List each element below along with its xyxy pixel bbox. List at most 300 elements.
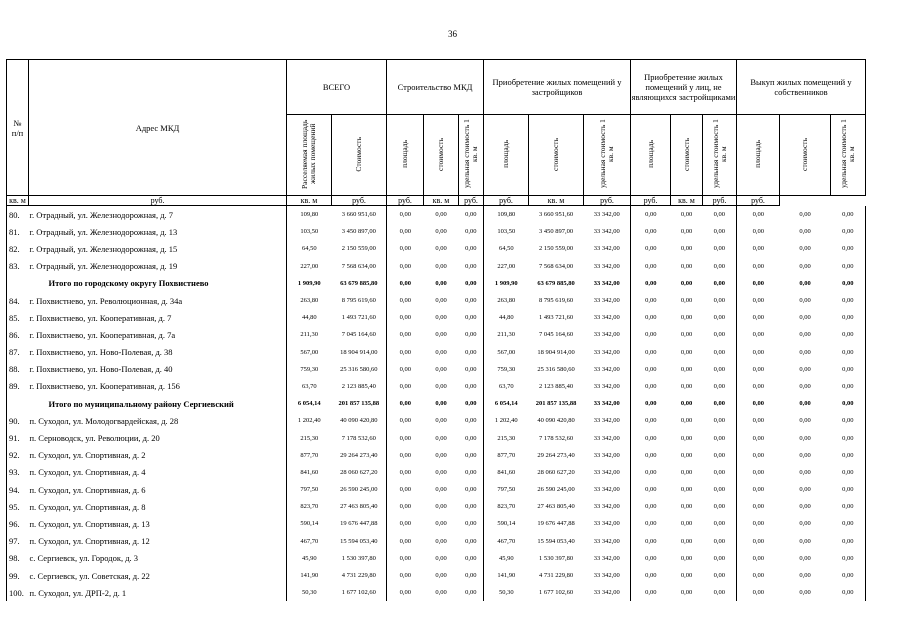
value-cell: 1 493 721,60 xyxy=(332,309,387,326)
value-cell: 50,30 xyxy=(301,589,317,597)
value-cell: 0,00 xyxy=(752,572,764,580)
value-cell: 7 568 634,00 xyxy=(538,262,574,270)
address-cell: п. Суходол, ул. ДРП-2, д. 1 xyxy=(29,584,287,601)
value-cell: 0,00 xyxy=(459,533,484,550)
value-cell: 0,00 xyxy=(459,309,484,326)
value-cell: 0,00 xyxy=(645,451,657,459)
value-cell: 2 150 559,00 xyxy=(538,245,574,253)
value-cell: 0,00 xyxy=(459,326,484,343)
subheader-cell: удельная стоимость 1 кв. м xyxy=(459,115,484,196)
unit-cell: кв. м xyxy=(529,196,584,206)
address-cell: Итого по городскому округу Похвистнево xyxy=(29,275,287,292)
value-cell: 0,00 xyxy=(831,584,866,601)
value-cell: 33 342,00 xyxy=(584,378,631,395)
value-cell: 7 178 532,60 xyxy=(538,434,574,442)
row-number: 83. xyxy=(7,258,29,275)
num-header: № п/п xyxy=(7,60,29,196)
value-cell: 841,60 xyxy=(497,468,516,476)
value-cell: 211,30 xyxy=(497,331,516,339)
table-row xyxy=(7,412,866,429)
value-cell: 0,00 xyxy=(399,486,411,494)
value-cell: 26 590 245,00 xyxy=(537,486,575,494)
value-cell: 33 342,00 xyxy=(584,515,631,532)
value-cell: 0,00 xyxy=(752,468,764,476)
value-cell: 0,00 xyxy=(435,314,447,322)
value-cell: 263,80 xyxy=(300,297,319,305)
value-cell: 0,00 xyxy=(831,447,866,464)
value-cell: 0,00 xyxy=(703,567,737,584)
value-cell: 201 857 135,88 xyxy=(332,395,387,412)
value-cell: 0,00 xyxy=(645,572,657,580)
value-cell: 109,80 xyxy=(300,211,319,219)
value-cell: 109,80 xyxy=(497,211,516,219)
value-cell: 0,00 xyxy=(831,206,866,224)
value-cell: 0,00 xyxy=(752,382,764,390)
unit-cell: руб. xyxy=(332,196,387,206)
unit-cell: руб. xyxy=(484,196,529,206)
value-cell: 33 342,00 xyxy=(584,447,631,464)
subheader-cell: удельная стоимость 1 кв. м xyxy=(703,115,737,196)
value-cell: 227,00 xyxy=(497,262,516,270)
value-cell: 0,00 xyxy=(799,331,811,339)
value-cell: 0,00 xyxy=(831,533,866,550)
value-cell: 0,00 xyxy=(680,589,693,597)
value-cell: 0,00 xyxy=(680,279,693,287)
value-cell: 0,00 xyxy=(799,572,811,580)
value-cell: 759,30 xyxy=(497,365,516,373)
value-cell: 841,60 xyxy=(300,468,319,476)
value-cell: 0,00 xyxy=(399,382,411,390)
value-cell: 103,50 xyxy=(497,228,516,236)
value-cell: 0,00 xyxy=(752,279,764,287)
value-cell: 25 316 580,60 xyxy=(537,365,575,373)
value-cell: 0,00 xyxy=(680,348,693,356)
value-cell: 0,00 xyxy=(399,451,411,459)
value-cell: 215,30 xyxy=(300,434,319,442)
value-cell: 0,00 xyxy=(831,464,866,481)
value-cell: 0,00 xyxy=(831,481,866,498)
unit-cell: руб. xyxy=(29,196,287,206)
value-cell: 0,00 xyxy=(680,503,693,511)
value-cell: 0,00 xyxy=(752,297,764,305)
value-cell: 0,00 xyxy=(703,206,737,224)
value-cell: 0,00 xyxy=(752,486,764,494)
value-cell: 0,00 xyxy=(703,240,737,257)
value-cell: 0,00 xyxy=(459,223,484,240)
value-cell: 0,00 xyxy=(459,550,484,567)
value-cell: 0,00 xyxy=(831,378,866,395)
value-cell: 0,00 xyxy=(645,314,657,322)
value-cell: 0,00 xyxy=(703,361,737,378)
value-cell: 4 731 229,80 xyxy=(332,567,387,584)
value-cell: 0,00 xyxy=(645,503,657,511)
value-cell: 227,00 xyxy=(300,262,319,270)
table-row xyxy=(7,481,866,498)
row-number: 95. xyxy=(7,498,29,515)
value-cell: 211,30 xyxy=(300,331,319,339)
row-number: 87. xyxy=(7,344,29,361)
value-cell: 0,00 xyxy=(459,515,484,532)
value-cell: 6 054,14 xyxy=(297,400,321,408)
row-number: 84. xyxy=(7,292,29,309)
value-cell: 0,00 xyxy=(399,245,411,253)
value-cell: 0,00 xyxy=(680,572,693,580)
value-cell: 263,80 xyxy=(497,297,516,305)
value-cell: 0,00 xyxy=(831,240,866,257)
address-cell: с. Сергиевск, ул. Городок, д. 3 xyxy=(29,550,287,567)
value-cell: 27 463 805,40 xyxy=(332,498,387,515)
value-cell: 0,00 xyxy=(799,228,811,236)
value-cell: 0,00 xyxy=(399,279,411,287)
address-cell: г. Похвистнево, ул. Ново-Полевая, д. 38 xyxy=(29,344,287,361)
value-cell: 25 316 580,60 xyxy=(332,361,387,378)
group-header-buyout: Выкуп жилых помещений у собственников xyxy=(737,60,866,115)
value-cell: 0,00 xyxy=(435,382,447,390)
value-cell: 33 342,00 xyxy=(584,464,631,481)
value-cell: 0,00 xyxy=(435,572,447,580)
value-cell: 0,00 xyxy=(752,434,764,442)
value-cell: 45,90 xyxy=(301,554,317,562)
row-number: 89. xyxy=(7,378,29,395)
value-cell: 18 904 914,00 xyxy=(332,344,387,361)
value-cell: 63,70 xyxy=(498,382,514,390)
value-cell: 0,00 xyxy=(645,486,657,494)
value-cell: 33 342,00 xyxy=(584,584,631,601)
address-cell: п. Суходол, ул. Спортивная, д. 12 xyxy=(29,533,287,550)
subheader-cell: удельная стоимость 1 кв. м xyxy=(831,115,866,196)
value-cell: 33 342,00 xyxy=(584,533,631,550)
value-cell: 0,00 xyxy=(752,365,764,373)
value-cell: 33 342,00 xyxy=(584,567,631,584)
value-cell: 0,00 xyxy=(399,537,411,545)
address-cell: п. Суходол, ул. Спортивная, д. 8 xyxy=(29,498,287,515)
value-cell: 7 178 532,60 xyxy=(332,429,387,446)
address-cell: п. Суходол, ул. Спортивная, д. 13 xyxy=(29,515,287,532)
value-cell: 29 264 273,40 xyxy=(537,451,575,459)
value-cell: 0,00 xyxy=(752,331,764,339)
value-cell: 0,00 xyxy=(703,378,737,395)
unit-cell: кв. м xyxy=(424,196,459,206)
value-cell: 15 594 053,40 xyxy=(332,533,387,550)
value-cell: 33 342,00 xyxy=(584,206,631,224)
value-cell: 0,00 xyxy=(799,589,811,597)
value-cell: 3 660 951,60 xyxy=(538,211,574,219)
subheader-cell: Расселяемая площадь жилых помещений xyxy=(287,115,332,196)
value-cell: 141,90 xyxy=(300,572,319,580)
subheader-cell: стоимость xyxy=(780,115,831,196)
value-cell: 0,00 xyxy=(435,503,447,511)
value-cell: 1 530 397,80 xyxy=(332,550,387,567)
value-cell: 590,14 xyxy=(300,520,319,528)
row-number: 98. xyxy=(7,550,29,567)
value-cell: 0,00 xyxy=(752,589,764,597)
table-row xyxy=(7,429,866,446)
table-row xyxy=(7,567,866,584)
value-cell: 0,00 xyxy=(703,533,737,550)
value-cell: 0,00 xyxy=(435,434,447,442)
value-cell: 33 342,00 xyxy=(584,498,631,515)
value-cell: 0,00 xyxy=(752,314,764,322)
table-body xyxy=(7,206,866,602)
value-cell: 0,00 xyxy=(645,382,657,390)
value-cell: 0,00 xyxy=(703,429,737,446)
value-cell: 4 731 229,80 xyxy=(538,572,574,580)
row-number: 81. xyxy=(7,223,29,240)
value-cell: 0,00 xyxy=(799,417,811,425)
value-cell: 0,00 xyxy=(831,344,866,361)
address-cell: Итого по муниципальному району Сергиевский xyxy=(29,395,287,412)
value-cell: 0,00 xyxy=(435,451,447,459)
value-cell: 0,00 xyxy=(799,314,811,322)
value-cell: 0,00 xyxy=(459,240,484,257)
value-cell: 0,00 xyxy=(680,382,693,390)
value-cell: 0,00 xyxy=(459,344,484,361)
value-cell: 0,00 xyxy=(831,550,866,567)
value-cell: 201 857 135,88 xyxy=(535,400,577,408)
value-cell: 0,00 xyxy=(680,365,693,373)
value-cell: 0,00 xyxy=(799,451,811,459)
value-cell: 3 450 897,00 xyxy=(332,223,387,240)
unit-cell: руб. xyxy=(387,196,424,206)
value-cell: 1 909,90 xyxy=(494,279,518,287)
value-cell: 0,00 xyxy=(459,481,484,498)
value-cell: 0,00 xyxy=(645,348,657,356)
value-cell: 2 123 885,40 xyxy=(538,382,574,390)
value-cell: 141,90 xyxy=(497,572,516,580)
value-cell: 8 795 619,60 xyxy=(538,297,574,305)
value-cell: 33 342,00 xyxy=(584,258,631,275)
value-cell: 0,00 xyxy=(799,382,811,390)
value-cell: 8 795 619,60 xyxy=(332,292,387,309)
value-cell: 0,00 xyxy=(799,468,811,476)
value-cell: 0,00 xyxy=(831,223,866,240)
value-cell: 33 342,00 xyxy=(584,550,631,567)
row-number: 88. xyxy=(7,361,29,378)
value-cell: 0,00 xyxy=(703,326,737,343)
value-cell: 0,00 xyxy=(399,468,411,476)
group-header-total: ВСЕГО xyxy=(287,60,387,115)
value-cell: 0,00 xyxy=(399,589,411,597)
table-row xyxy=(7,378,866,395)
value-cell: 0,00 xyxy=(680,314,693,322)
table-row xyxy=(7,206,866,224)
value-cell: 64,50 xyxy=(498,245,514,253)
value-cell: 103,50 xyxy=(300,228,319,236)
value-cell: 0,00 xyxy=(645,211,657,219)
value-cell: 0,00 xyxy=(703,550,737,567)
value-cell: 0,00 xyxy=(703,481,737,498)
value-cell: 0,00 xyxy=(752,211,764,219)
value-cell: 40 090 420,80 xyxy=(537,417,575,425)
table-row xyxy=(7,533,866,550)
subtotal-row xyxy=(7,275,866,292)
value-cell: 590,14 xyxy=(497,520,516,528)
value-cell: 0,00 xyxy=(799,554,811,562)
value-cell: 2 123 885,40 xyxy=(332,378,387,395)
address-cell: п. Суходол, ул. Спортивная, д. 2 xyxy=(29,447,287,464)
value-cell: 0,00 xyxy=(799,503,811,511)
value-cell: 19 676 447,88 xyxy=(332,515,387,532)
unit-cell: руб. xyxy=(737,196,780,206)
table-row xyxy=(7,326,866,343)
value-cell: 0,00 xyxy=(435,279,447,287)
value-cell: 0,00 xyxy=(459,206,484,224)
value-cell: 0,00 xyxy=(645,537,657,545)
row-number: 94. xyxy=(7,481,29,498)
value-cell: 0,00 xyxy=(459,464,484,481)
group-header-developers: Приобретение жилых помещений у застройщиков xyxy=(484,60,631,115)
address-cell: п. Суходол, ул. Спортивная, д. 4 xyxy=(29,464,287,481)
group-header-construction: Строительство МКД xyxy=(387,60,484,115)
value-cell: 26 590 245,00 xyxy=(332,481,387,498)
value-cell: 0,00 xyxy=(831,429,866,446)
value-cell: 0,00 xyxy=(459,275,484,292)
subheader-cell: стоимость xyxy=(671,115,703,196)
value-cell: 0,00 xyxy=(435,245,447,253)
unit-cell: руб. xyxy=(703,196,737,206)
value-cell: 0,00 xyxy=(399,211,411,219)
value-cell: 44,80 xyxy=(498,314,514,322)
value-cell: 0,00 xyxy=(645,520,657,528)
value-cell: 0,00 xyxy=(799,486,811,494)
value-cell: 823,70 xyxy=(497,503,516,511)
value-cell: 823,70 xyxy=(300,503,319,511)
row-number: 80. xyxy=(7,206,29,224)
value-cell: 3 660 951,60 xyxy=(332,206,387,224)
value-cell: 7 045 164,60 xyxy=(332,326,387,343)
value-cell: 0,00 xyxy=(680,331,693,339)
value-cell: 0,00 xyxy=(831,309,866,326)
address-cell: с. Сергиевск, ул. Советская, д. 22 xyxy=(29,567,287,584)
value-cell: 1 493 721,60 xyxy=(538,314,574,322)
value-cell: 0,00 xyxy=(680,228,693,236)
value-cell: 1 677 102,60 xyxy=(538,589,574,597)
value-cell: 0,00 xyxy=(645,554,657,562)
address-cell: г. Отрадный, ул. Железнодорожная, д. 13 xyxy=(29,223,287,240)
value-cell: 0,00 xyxy=(831,292,866,309)
value-cell: 0,00 xyxy=(399,297,411,305)
value-cell: 0,00 xyxy=(435,589,447,597)
group-header-non-developers: Приобретение жилых помещений у лиц, не являющихся застройщиками xyxy=(631,60,737,115)
value-cell: 1 530 397,80 xyxy=(538,554,574,562)
unit-cell: руб. xyxy=(584,196,631,206)
unit-cell: кв. м xyxy=(7,196,29,206)
value-cell: 0,00 xyxy=(703,395,737,412)
table-row xyxy=(7,550,866,567)
value-cell: 0,00 xyxy=(831,258,866,275)
address-cell: г. Похвистнево, ул. Кооперативная, д. 7а xyxy=(29,326,287,343)
subheader-cell: площадь xyxy=(631,115,671,196)
value-cell: 0,00 xyxy=(703,309,737,326)
value-cell: 0,00 xyxy=(703,464,737,481)
value-cell: 0,00 xyxy=(435,262,447,270)
value-cell: 0,00 xyxy=(752,348,764,356)
row-number: 92. xyxy=(7,447,29,464)
value-cell: 0,00 xyxy=(645,468,657,476)
value-cell: 0,00 xyxy=(680,417,693,425)
value-cell: 0,00 xyxy=(399,228,411,236)
value-cell: 0,00 xyxy=(680,262,693,270)
value-cell: 1 202,40 xyxy=(494,417,518,425)
value-cell: 0,00 xyxy=(752,451,764,459)
value-cell: 0,00 xyxy=(399,348,411,356)
value-cell: 0,00 xyxy=(435,520,447,528)
value-cell: 0,00 xyxy=(799,348,811,356)
address-cell: г. Отрадный, ул. Железнодорожная, д. 19 xyxy=(29,258,287,275)
value-cell: 0,00 xyxy=(752,417,764,425)
row-number: 91. xyxy=(7,429,29,446)
value-cell: 0,00 xyxy=(459,292,484,309)
subheader-cell: площадь xyxy=(387,115,424,196)
value-cell: 15 594 053,40 xyxy=(537,537,575,545)
table-row xyxy=(7,464,866,481)
subheader-cell: площадь xyxy=(737,115,780,196)
value-cell: 0,00 xyxy=(752,400,764,408)
value-cell: 3 450 897,00 xyxy=(538,228,574,236)
value-cell: 0,00 xyxy=(703,584,737,601)
value-cell: 0,00 xyxy=(680,434,693,442)
value-cell: 0,00 xyxy=(399,400,411,408)
unit-cell: кв. м xyxy=(671,196,703,206)
housing-table xyxy=(6,59,866,601)
value-cell: 19 676 447,88 xyxy=(537,520,575,528)
value-cell: 0,00 xyxy=(645,245,657,253)
value-cell: 0,00 xyxy=(435,537,447,545)
value-cell: 1 677 102,60 xyxy=(332,584,387,601)
subtotal-row xyxy=(7,395,866,412)
value-cell: 50,30 xyxy=(498,589,514,597)
value-cell: 0,00 xyxy=(435,348,447,356)
value-cell: 0,00 xyxy=(459,429,484,446)
table-row xyxy=(7,223,866,240)
row-number: 100. xyxy=(7,584,29,601)
value-cell: 0,00 xyxy=(680,245,693,253)
value-cell: 567,00 xyxy=(300,348,319,356)
value-cell: 33 342,00 xyxy=(584,240,631,257)
value-cell: 33 342,00 xyxy=(584,326,631,343)
address-cell: г. Похвистнево, ул. Революционная, д. 34а xyxy=(29,292,287,309)
value-cell: 0,00 xyxy=(831,275,866,292)
value-cell: 0,00 xyxy=(680,400,693,408)
value-cell: 33 342,00 xyxy=(584,344,631,361)
address-header: Адрес МКД xyxy=(29,60,287,196)
value-cell: 63,70 xyxy=(301,382,317,390)
value-cell: 0,00 xyxy=(752,520,764,528)
value-cell: 0,00 xyxy=(399,554,411,562)
value-cell: 0,00 xyxy=(645,400,657,408)
value-cell: 797,50 xyxy=(300,486,319,494)
value-cell: 0,00 xyxy=(645,228,657,236)
value-cell: 33 342,00 xyxy=(584,395,631,412)
value-cell: 0,00 xyxy=(645,279,657,287)
value-cell: 0,00 xyxy=(680,554,693,562)
value-cell: 0,00 xyxy=(459,378,484,395)
value-cell: 0,00 xyxy=(435,365,447,373)
value-cell: 877,70 xyxy=(497,451,516,459)
value-cell: 0,00 xyxy=(645,297,657,305)
value-cell: 63 679 885,80 xyxy=(537,279,575,287)
subheader-cell: стоимость xyxy=(529,115,584,196)
row-number: 93. xyxy=(7,464,29,481)
value-cell: 0,00 xyxy=(435,468,447,476)
subheader-cell: удельная стоимость 1 кв. м xyxy=(584,115,631,196)
table-row xyxy=(7,344,866,361)
value-cell: 759,30 xyxy=(300,365,319,373)
address-cell: г. Отрадный, ул. Железнодорожная, д. 7 xyxy=(29,206,287,224)
value-cell: 28 060 627,20 xyxy=(332,464,387,481)
value-cell: 40 090 420,80 xyxy=(332,412,387,429)
value-cell: 0,00 xyxy=(799,520,811,528)
